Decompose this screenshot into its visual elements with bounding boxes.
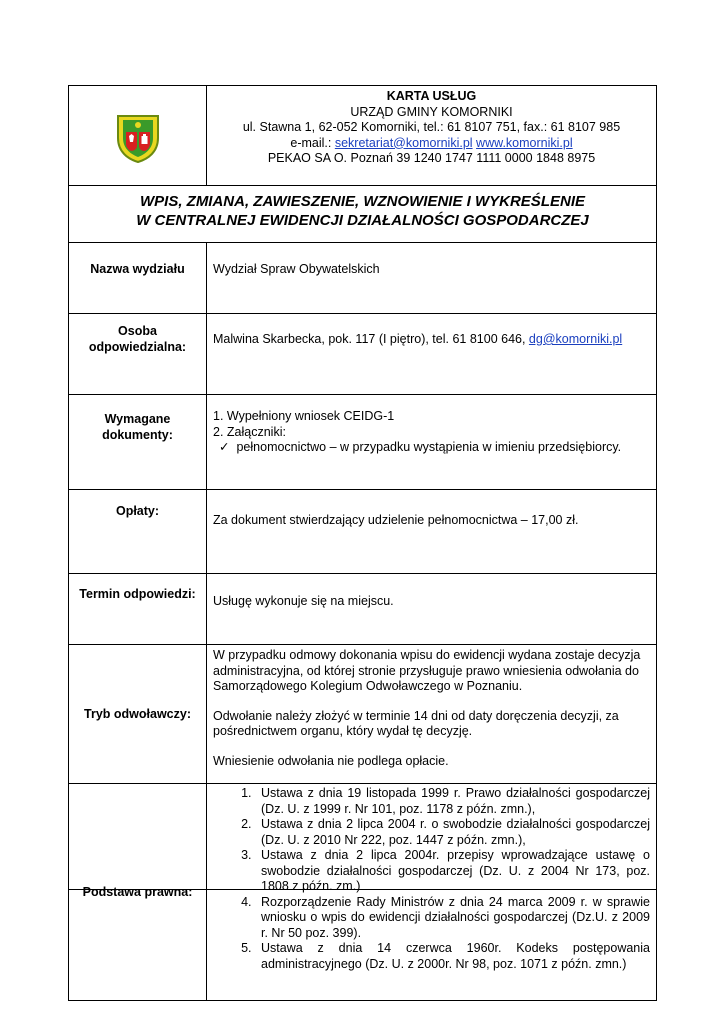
documents-row [69, 395, 657, 490]
person-label [69, 314, 207, 395]
coat-of-arms-icon [116, 114, 160, 164]
fees-label: Opłaty: [69, 490, 207, 574]
person-row [69, 314, 657, 395]
contact-line [207, 136, 656, 152]
service-title-line1: WPIS, ZMIANA, ZAWIESZENIE, WZNOWIENIE I WYKREŚLENIE [139, 193, 585, 210]
document-item: 1. Wypełniony wniosek CEIDG-1 [213, 409, 395, 423]
appeal-row [69, 645, 657, 784]
person-email-link[interactable]: dg@komorniki.pl [528, 332, 623, 346]
appeal-value [207, 645, 657, 784]
response-time-row [69, 574, 657, 645]
header-cell [207, 86, 657, 186]
documents-label-line1: Wymagane [104, 412, 171, 426]
legal-basis-item: 5. Ustawa z dnia 14 czerwca 1960r. Kodeks postępowania administracyjnego (Dz. U. z 2000r. Nr 98, poz. 1071 z późn. zmn.) [255, 941, 650, 972]
document-subitem-text: pełnomocnictwo – w przypadku wystąpienia w imieniu przedsiębiorcy. [236, 440, 622, 454]
title-row [69, 186, 657, 243]
legal-basis-item: 1. Ustawa z dnia 19 listopada 1999 r. Prawo działalności gospodarczej (Dz. U. z 1999 r. Nr 101, poz. 1178 z późn. zmn.), [255, 786, 650, 817]
legal-basis-value [207, 784, 657, 1001]
email-link[interactable]: sekretariat@komorniki.pl [334, 135, 473, 150]
appeal-paragraph: Odwołanie należy złożyć w terminie 14 dni od daty doręczenia decyzji, za pośrednictwem organu, który wydał tę decyzję. [213, 708, 619, 738]
person-label-line1: Osoba [118, 324, 157, 338]
logo-cell [69, 86, 207, 186]
legal-basis-label: Podstawa prawna: [69, 784, 207, 1001]
legal-basis-item: 2. Ustawa z dnia 2 lipca 2004 r. o swobodzie działalności gospodarczej (Dz. U. z 2010 Nr 222, poz. 1447 z późn. zmn.), [255, 817, 650, 848]
bank-account: PEKAO SA O. Poznań 39 1240 1747 1111 0000 1848 8975 [267, 151, 596, 165]
response-time-value: Usługę wykonuje się na miejscu. [207, 574, 657, 645]
fees-value: Za dokument stwierdzający udzielenie pełnomocnictwa – 17,00 zł. [207, 490, 657, 574]
checkmark-icon: ✓ [219, 440, 230, 454]
service-table [68, 85, 657, 1001]
appeal-label: Tryb odwoławczy: [69, 645, 207, 784]
document-item: 2. Załączniki: [213, 424, 286, 439]
legal-basis-item: 4. Rozporządzenie Rady Ministrów z dnia 24 marca 2009 r. w sprawie wniosku o wpis do ewidencji działalności gospodarczej (Dz.U. z 2009 r. Nr 50 poz. 399). [255, 895, 650, 942]
service-card [68, 85, 657, 971]
person-details: Malwina Skarbecka, pok. 117 (I piętro), tel. 61 8100 646, [213, 332, 529, 346]
response-time-label: Termin odpowiedzi: [69, 574, 207, 645]
document-subitem [213, 440, 650, 456]
legal-basis-item: 3. Ustawa z dnia 2 lipca 2004r. przepisy wprowadzające ustawę o swobodzie działalności gospodarczej (Dz. U. z 2004 Nr 173, poz. 1808 z późn. zm.) [255, 848, 650, 895]
department-label: Nazwa wydziału [69, 243, 207, 314]
documents-label-line2: dokumenty: [102, 428, 173, 442]
appeal-paragraph: Wniesienie odwołania nie podlega opłacie. [213, 753, 449, 768]
legal-basis-row [69, 784, 657, 1001]
header-row [69, 86, 657, 186]
appeal-paragraph: W przypadku odmowy dokonania wpisu do ewidencji wydana zostaje decyzja administracyjna, od której stronie przysługuje prawo wniesienia odwołania do Samorządowego Kolegium Odwoławczego w Poznaniu. [213, 648, 641, 693]
office-address: ul. Stawna 1, 62-052 Komorniki, tel.: 61 8107 751, fax.: 61 8107 985 [242, 120, 621, 134]
department-row [69, 243, 657, 314]
department-value: Wydział Spraw Obywatelskich [207, 243, 657, 314]
card-title: KARTA USŁUG [386, 89, 477, 103]
documents-value [207, 395, 657, 490]
person-label-line2: odpowiedzialna: [88, 340, 187, 354]
documents-label [69, 395, 207, 490]
service-title-line2: W CENTRALNEJ EWIDENCJI DZIAŁALNOŚCI GOSPODARCZEJ [136, 212, 589, 229]
office-name: URZĄD GMINY KOMORNIKI [350, 104, 513, 119]
legal-basis-list [213, 786, 650, 972]
website-link[interactable]: www.komorniki.pl [476, 135, 573, 150]
email-label: e-mail.: [290, 135, 335, 150]
service-title [69, 186, 657, 243]
fees-row [69, 490, 657, 574]
person-value [207, 314, 657, 395]
